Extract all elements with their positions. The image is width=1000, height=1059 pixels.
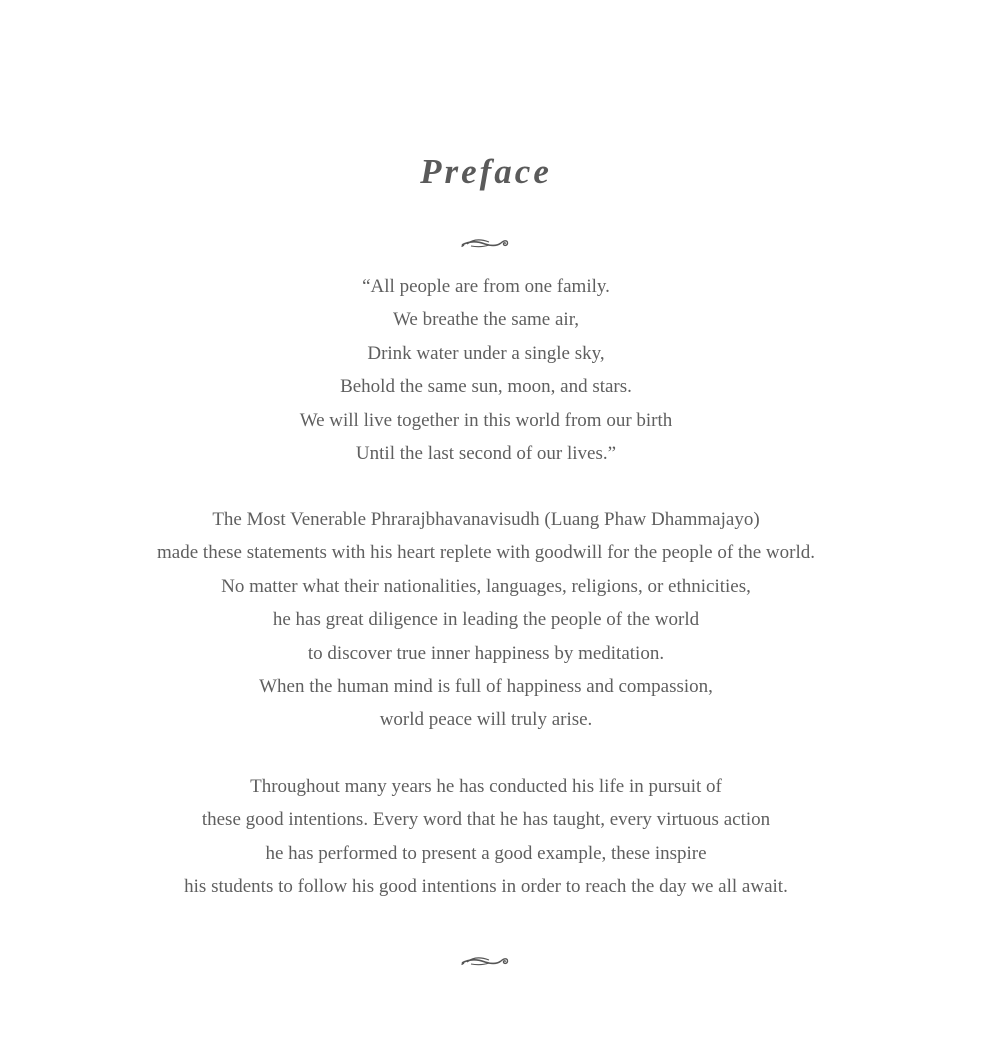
opening-quote [0, 270, 972, 470]
page-title: Preface [420, 152, 552, 191]
quote-line: We breathe the same air, [392, 309, 580, 331]
quote-line: We will live together in this world from our birth [299, 409, 673, 431]
quote-line: “All people are from one family. [362, 276, 610, 297]
paragraph-line: made these statements with his heart replete with goodwill for the people of the world. [157, 542, 815, 564]
paragraph-1 [0, 503, 972, 737]
paragraph-line: his students to follow his good intentions in order to reach the day we all await. [184, 876, 788, 898]
quote-line: Drink water under a single sky, [367, 342, 605, 364]
paragraph-line: he has great diligence in leading the people of the world [272, 609, 700, 631]
quote-line: Until the last second of our lives.” [355, 443, 617, 465]
paragraph-line: The Most Venerable Phrarajbhavanavisudh (Luang Phaw Dhammajayo) [212, 509, 760, 530]
paragraph-line: he has performed to present a good example, these inspire [265, 842, 707, 864]
floral-flourish-icon [461, 234, 509, 252]
paragraph-line: Throughout many years he has conducted his life in pursuit of [250, 776, 722, 797]
quote-line: Behold the same sun, moon, and stars. [340, 376, 632, 398]
paragraph-line: these good intentions. Every word that he has taught, every virtuous action [201, 809, 771, 831]
floral-flourish-icon [461, 952, 509, 970]
paragraph-line: No matter what their nationalities, languages, religions, or ethnicities, [221, 575, 751, 597]
paragraph-2 [0, 770, 972, 904]
paragraph-line: world peace will truly arise. [379, 709, 593, 731]
paragraph-line: to discover true inner happiness by meditation. [307, 642, 665, 664]
paragraph-line: When the human mind is full of happiness and compassion, [259, 676, 713, 698]
